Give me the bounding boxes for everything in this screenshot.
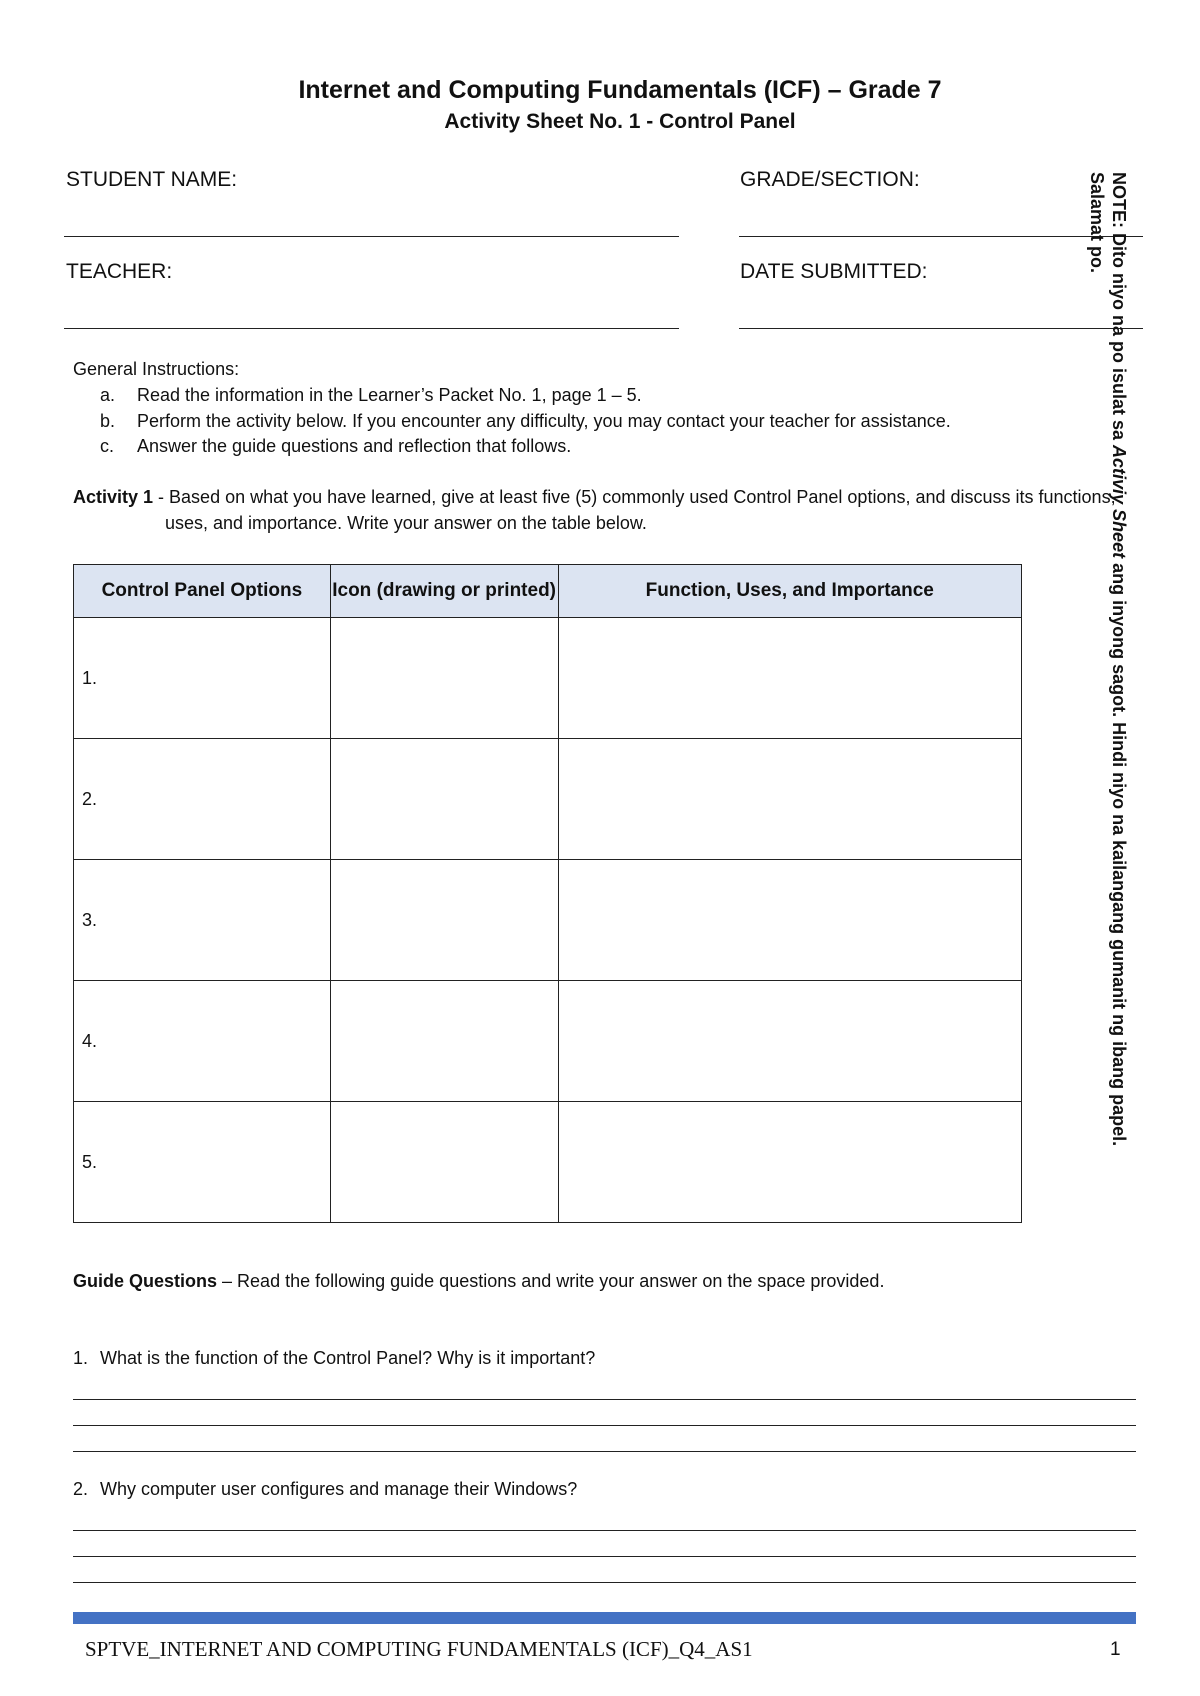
- question-number: 1.: [73, 1348, 89, 1368]
- header-control-panel-options: Control Panel Options: [74, 565, 331, 618]
- header-function-uses-importance: Function, Uses, and Importance: [558, 565, 1021, 618]
- table-row: [74, 618, 1022, 739]
- grade-section-label: GRADE/SECTION:: [740, 168, 920, 191]
- header-icon: Icon (drawing or printed): [330, 565, 558, 618]
- answer-line[interactable]: [73, 1425, 1136, 1426]
- icon-cell[interactable]: [330, 618, 558, 739]
- question-number: 2.: [73, 1479, 89, 1499]
- table-row: [74, 981, 1022, 1102]
- instruction-text: Answer the guide questions and reflection that follows.: [137, 436, 572, 456]
- activity-table: [73, 564, 1022, 1223]
- guide-text: – Read the following guide questions and write your answer on the space provided.: [217, 1271, 885, 1291]
- instruction-marker: b.: [100, 411, 116, 431]
- function-cell[interactable]: [558, 981, 1021, 1102]
- side-note-prefix: NOTE: Dito niyo na po isulat sa: [1109, 172, 1129, 446]
- option-cell[interactable]: 2.: [74, 739, 331, 860]
- answer-line[interactable]: [73, 1399, 1136, 1400]
- option-cell[interactable]: 4.: [74, 981, 331, 1102]
- answer-line[interactable]: [73, 1582, 1136, 1583]
- document-subtitle: Activity Sheet No. 1 - Control Panel: [444, 110, 796, 133]
- student-name-label: STUDENT NAME:: [66, 168, 238, 191]
- table-header-row: [74, 565, 1022, 618]
- footer-bar: [73, 1612, 1136, 1624]
- activity-instructions: [73, 487, 1116, 508]
- date-submitted-line[interactable]: [739, 328, 1143, 329]
- activity-text-continued: uses, and importance. Write your answer on the table below.: [165, 513, 647, 533]
- function-cell[interactable]: [558, 1102, 1021, 1223]
- option-cell[interactable]: 5.: [74, 1102, 331, 1223]
- table-row: [74, 1102, 1022, 1223]
- function-cell[interactable]: [558, 618, 1021, 739]
- icon-cell[interactable]: [330, 739, 558, 860]
- function-cell[interactable]: [558, 860, 1021, 981]
- instruction-marker: c.: [100, 436, 115, 456]
- grade-section-line[interactable]: [739, 236, 1143, 237]
- question-text: What is the function of the Control Panel? Why is it important?: [100, 1348, 596, 1368]
- answer-line[interactable]: [73, 1556, 1136, 1557]
- table-row: [74, 739, 1022, 860]
- instructions-heading: General Instructions:: [73, 359, 240, 379]
- instruction-text: Read the information in the Learner’s Packet No. 1, page 1 – 5.: [137, 385, 642, 405]
- instruction-marker: a.: [100, 385, 116, 405]
- date-submitted-label: DATE SUBMITTED:: [740, 260, 928, 283]
- footer-text: SPTVE_INTERNET AND COMPUTING FUNDAMENTALS (ICF)_Q4_AS1: [85, 1637, 753, 1661]
- instruction-text: Perform the activity below. If you encounter any difficulty, you may contact your teacher for assistance.: [137, 411, 951, 431]
- page-number: 1: [1110, 1639, 1121, 1660]
- function-cell[interactable]: [558, 739, 1021, 860]
- document-title: Internet and Computing Fundamentals (ICF) – Grade 7: [298, 76, 942, 104]
- student-name-line[interactable]: [64, 236, 679, 237]
- option-cell[interactable]: 3.: [74, 860, 331, 981]
- icon-cell[interactable]: [330, 1102, 558, 1223]
- table-row: [74, 860, 1022, 981]
- activity-text: - Based on what you have learned, give at least five (5) commonly used Control Panel options, and discuss its functions,: [153, 487, 1116, 507]
- option-cell[interactable]: 1.: [74, 618, 331, 739]
- question-text: Why computer user configures and manage their Windows?: [100, 1479, 578, 1499]
- answer-line[interactable]: [73, 1530, 1136, 1531]
- teacher-line[interactable]: [64, 328, 679, 329]
- icon-cell[interactable]: [330, 860, 558, 981]
- teacher-label: TEACHER:: [66, 260, 173, 283]
- activity-label: Activity 1: [73, 487, 154, 507]
- side-note-suffix: ang inyong sagot. Hindi niyo na kailangang gumanit ng ibang papel. Salamat po.: [1087, 172, 1129, 1147]
- guide-label: Guide Questions: [73, 1271, 218, 1291]
- guide-questions-instructions: [73, 1271, 884, 1292]
- icon-cell[interactable]: [330, 981, 558, 1102]
- answer-line[interactable]: [73, 1451, 1136, 1452]
- side-note-emphasis: Activiy Sheet: [1109, 445, 1129, 559]
